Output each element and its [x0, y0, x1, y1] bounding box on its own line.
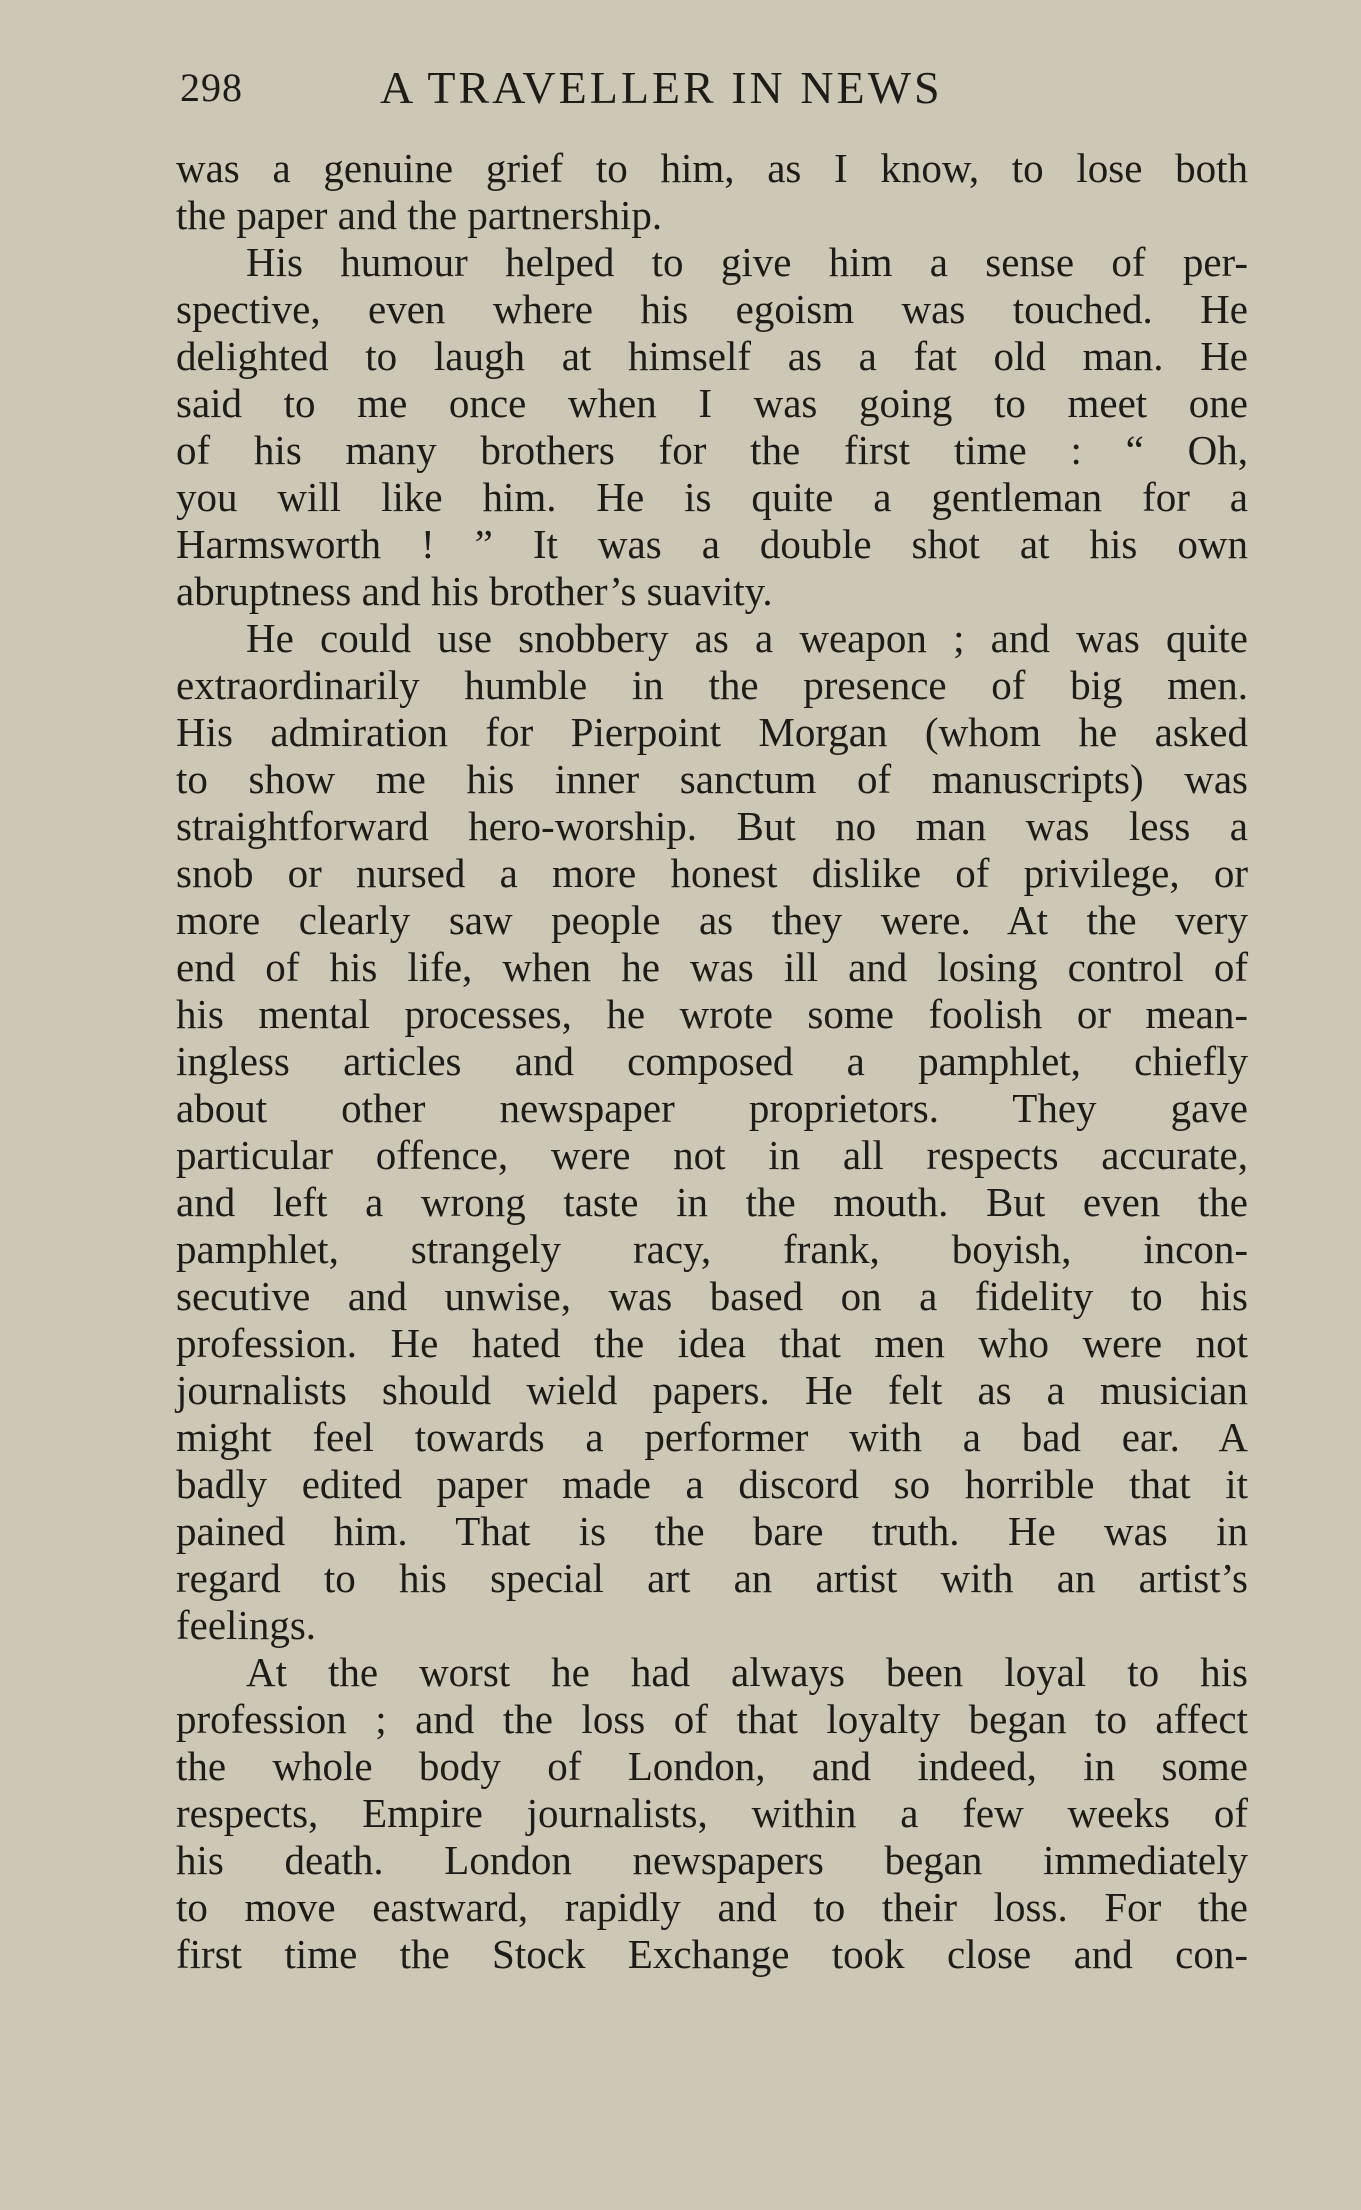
text-line: said to me once when I was going to meet one — [176, 380, 1248, 426]
text-line: to move eastward, rapidly and to their loss. For the — [176, 1884, 1248, 1930]
text-line: Harmsworth ! ” It was a double shot at his own — [176, 521, 1248, 567]
text-line: pained him. That is the bare truth. He was in — [176, 1508, 1248, 1554]
text-line: snob or nursed a more honest dislike of privilege, or — [176, 850, 1248, 896]
text-line: about other newspaper proprietors. They gave — [176, 1085, 1248, 1131]
text-line: his death. London newspapers began immediately — [176, 1837, 1248, 1883]
text-line: particular offence, were not in all respects accurate, — [176, 1132, 1248, 1178]
text-line: to show me his inner sanctum of manuscripts) was — [176, 756, 1248, 802]
text-line: spective, even where his egoism was touched. He — [176, 286, 1248, 332]
text-line: you will like him. He is quite a gentleman for a — [176, 474, 1248, 520]
text-line: extraordinarily humble in the presence of big men. — [176, 662, 1248, 708]
text-line: the paper and the partnership. — [176, 192, 663, 238]
running-header — [180, 58, 1250, 118]
page-number: 298 — [180, 65, 243, 110]
text-line: badly edited paper made a discord so horrible that it — [176, 1461, 1248, 1507]
body-text — [176, 145, 1248, 1978]
text-line: pamphlet, strangely racy, frank, boyish, incon- — [176, 1226, 1248, 1272]
text-line: At the worst he had always been loyal to his — [246, 1649, 1248, 1695]
text-line: profession ; and the loss of that loyalty began to affect — [176, 1696, 1248, 1742]
text-line: His admiration for Pierpoint Morgan (whom he asked — [176, 709, 1248, 755]
text-line: his mental processes, he wrote some foolish or mean- — [176, 991, 1248, 1037]
text-line: ingless articles and composed a pamphlet, chiefly — [176, 1038, 1248, 1084]
text-line: end of his life, when he was ill and losing control of — [176, 944, 1248, 990]
text-line: feelings. — [176, 1602, 317, 1648]
text-line: respects, Empire journalists, within a few weeks of — [176, 1790, 1248, 1836]
text-line: profession. He hated the idea that men who were not — [176, 1320, 1248, 1366]
text-line: regard to his special art an artist with an artist’s — [176, 1555, 1248, 1601]
text-line: His humour helped to give him a sense of per- — [246, 239, 1248, 285]
running-title: A TRAVELLER IN NEWS — [380, 62, 943, 113]
text-line: was a genuine grief to him, as I know, to lose both — [176, 145, 1248, 191]
text-line: secutive and unwise, was based on a fidelity to his — [176, 1273, 1248, 1319]
text-line: He could use snobbery as a weapon ; and was quite — [246, 615, 1248, 661]
text-line: delighted to laugh at himself as a fat old man. He — [176, 333, 1248, 379]
text-line: first time the Stock Exchange took close and con- — [176, 1931, 1248, 1977]
text-line: might feel towards a performer with a bad ear. A — [176, 1414, 1248, 1460]
text-line: and left a wrong taste in the mouth. But even the — [176, 1179, 1248, 1225]
text-line: more clearly saw people as they were. At the very — [176, 897, 1248, 943]
text-line: straightforward hero-worship. But no man was less a — [176, 803, 1248, 849]
text-line: abruptness and his brother’s suavity. — [176, 568, 773, 614]
text-line: journalists should wield papers. He felt as a musician — [176, 1367, 1248, 1413]
text-line: of his many brothers for the first time : “ Oh, — [176, 427, 1248, 473]
text-line: the whole body of London, and indeed, in some — [176, 1743, 1248, 1789]
